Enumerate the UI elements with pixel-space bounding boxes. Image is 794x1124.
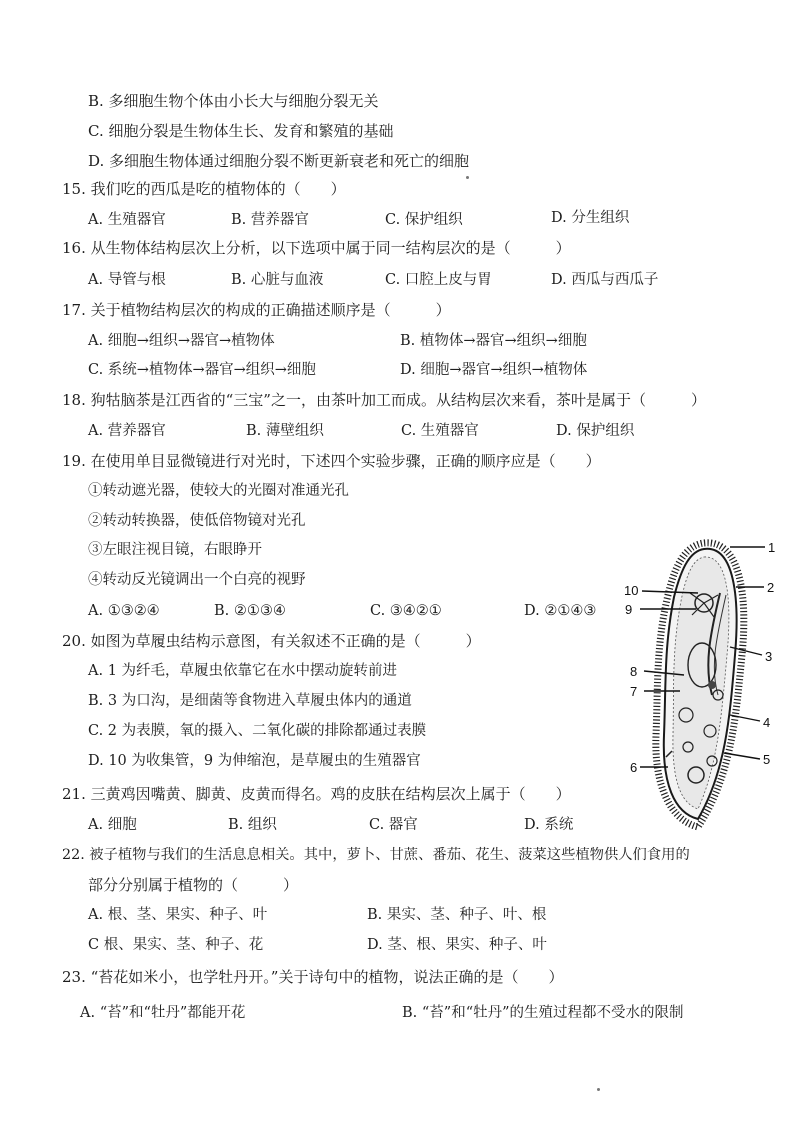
q20-option-a: A. 1 为纤毛，草履虫依靠它在水中摆动旋转前进 [88, 663, 398, 679]
q22-option-d: D. 茎、根、果实、种子、叶 [367, 937, 547, 953]
q23-option-b: B. “苔”和“牡丹”的生殖过程都不受水的限制 [402, 1005, 684, 1021]
q16-option-a: A. 导管与根 [88, 272, 166, 288]
scan-speck [466, 176, 469, 179]
question-22-stem: 22. 被子植物与我们的生活息息相关。其中，萝卜、甘蔗、番茄、花生、菠菜这些植物供人们食用的 [62, 847, 690, 863]
q15-option-b: B. 营养器官 [231, 212, 309, 228]
q20-option-b: B. 3 为口沟，是细菌等食物进入草履虫体内的通道 [88, 693, 412, 709]
label-3: 3 [765, 649, 773, 664]
label-7: 7 [630, 684, 638, 699]
q15-option-d: D. 分生组织 [551, 210, 630, 226]
q20-option-d: D. 10 为收集管，9 为伸缩泡，是草履虫的生殖器官 [88, 753, 421, 769]
label-6: 6 [630, 760, 638, 775]
paramecium-diagram [612, 535, 794, 840]
question-20-stem: 20. 如图为草履虫结构示意图，有关叙述不正确的是（ ） [62, 632, 481, 650]
q19-step-1: ①转动遮光器，使较大的光圈对准通光孔 [88, 483, 349, 499]
q15-option-a: A. 生殖器官 [88, 212, 166, 228]
carryover-option-d: D. 多细胞生物体通过细胞分裂不断更新衰老和死亡的细胞 [88, 152, 470, 170]
q21-option-d: D. 系统 [524, 817, 574, 833]
q21-option-a: A. 细胞 [88, 817, 137, 833]
q17-option-a: A. 细胞→组织→器官→植物体 [88, 333, 275, 349]
question-15-stem: 15. 我们吃的西瓜是吃的植物体的（ ） [62, 180, 346, 198]
scan-speck [597, 1088, 600, 1091]
q18-option-a: A. 营养器官 [88, 423, 166, 439]
q19-step-3: ③左眼注视目镜，右眼睁开 [88, 542, 262, 558]
q16-option-b: B. 心脏与血液 [231, 272, 324, 288]
q23-option-a: A. “苔”和“牡丹”都能开花 [80, 1005, 246, 1021]
q20-option-c: C. 2 为表膜，氧的摄入、二氧化碳的排除都通过表膜 [88, 723, 427, 739]
q19-option-a: A. ①③②④ [88, 603, 160, 619]
label-5: 5 [763, 752, 771, 767]
label-8: 8 [630, 664, 638, 679]
q19-step-2: ②转动转换器，使低倍物镜对光孔 [88, 513, 306, 529]
q16-option-d: D. 西瓜与西瓜子 [551, 272, 659, 288]
q19-option-c: C. ③④②① [370, 603, 442, 619]
q21-option-c: C. 器官 [369, 817, 418, 833]
paramecium-drawing [612, 535, 794, 840]
question-19-stem: 19. 在使用单目显微镜进行对光时，下述四个实验步骤，正确的顺序应是（ ） [62, 452, 601, 470]
question-16-stem: 16. 从生物体结构层次上分析，以下选项中属于同一结构层次的是（ ） [62, 239, 571, 257]
q18-option-b: B. 薄壁组织 [246, 423, 324, 439]
label-10: 10 [624, 583, 639, 598]
q17-option-b: B. 植物体→器官→组织→细胞 [400, 333, 587, 349]
carryover-option-c: C. 细胞分裂是生物体生长、发育和繁殖的基础 [88, 122, 394, 140]
q18-option-d: D. 保护组织 [556, 423, 635, 439]
q22-option-a: A. 根、茎、果实、种子、叶 [88, 907, 268, 923]
q21-option-b: B. 组织 [228, 817, 277, 833]
q18-option-c: C. 生殖器官 [401, 423, 479, 439]
q19-step-4: ④转动反光镜调出一个白亮的视野 [88, 572, 306, 588]
label-1: 1 [768, 540, 776, 555]
label-4: 4 [763, 715, 771, 730]
q19-option-b: B. ②①③④ [214, 603, 286, 619]
q22-option-b: B. 果实、茎、种子、叶、根 [367, 907, 547, 923]
q16-option-c: C. 口腔上皮与胃 [385, 272, 492, 288]
q17-option-c: C. 系统→植物体→器官→组织→细胞 [88, 362, 316, 378]
question-23-stem: 23. “苔花如米小，也学牡丹开。”关于诗句中的植物，说法正确的是（ ） [62, 968, 564, 986]
question-18-stem: 18. 狗牯脑茶是江西省的“三宝”之一，由茶叶加工而成。从结构层次来看，茶叶是属于（ ） [62, 391, 706, 409]
micronucleus [708, 681, 716, 689]
question-22-stem-continued: 部分分别属于植物的（ ） [88, 876, 299, 894]
label-9: 9 [625, 602, 633, 617]
label-2: 2 [767, 580, 775, 595]
q15-option-c: C. 保护组织 [385, 212, 463, 228]
q17-option-d: D. 细胞→器官→组织→植物体 [400, 362, 588, 378]
carryover-option-b: B. 多细胞生物个体由小长大与细胞分裂无关 [88, 92, 379, 110]
question-21-stem: 21. 三黄鸡因嘴黄、脚黄、皮黄而得名。鸡的皮肤在结构层次上属于（ ） [62, 785, 571, 803]
question-17-stem: 17. 关于植物结构层次的构成的正确描述顺序是（ ） [62, 301, 451, 319]
q19-option-d: D. ②①④③ [524, 603, 597, 619]
q22-option-c: C 根、果实、茎、种子、花 [88, 937, 264, 953]
